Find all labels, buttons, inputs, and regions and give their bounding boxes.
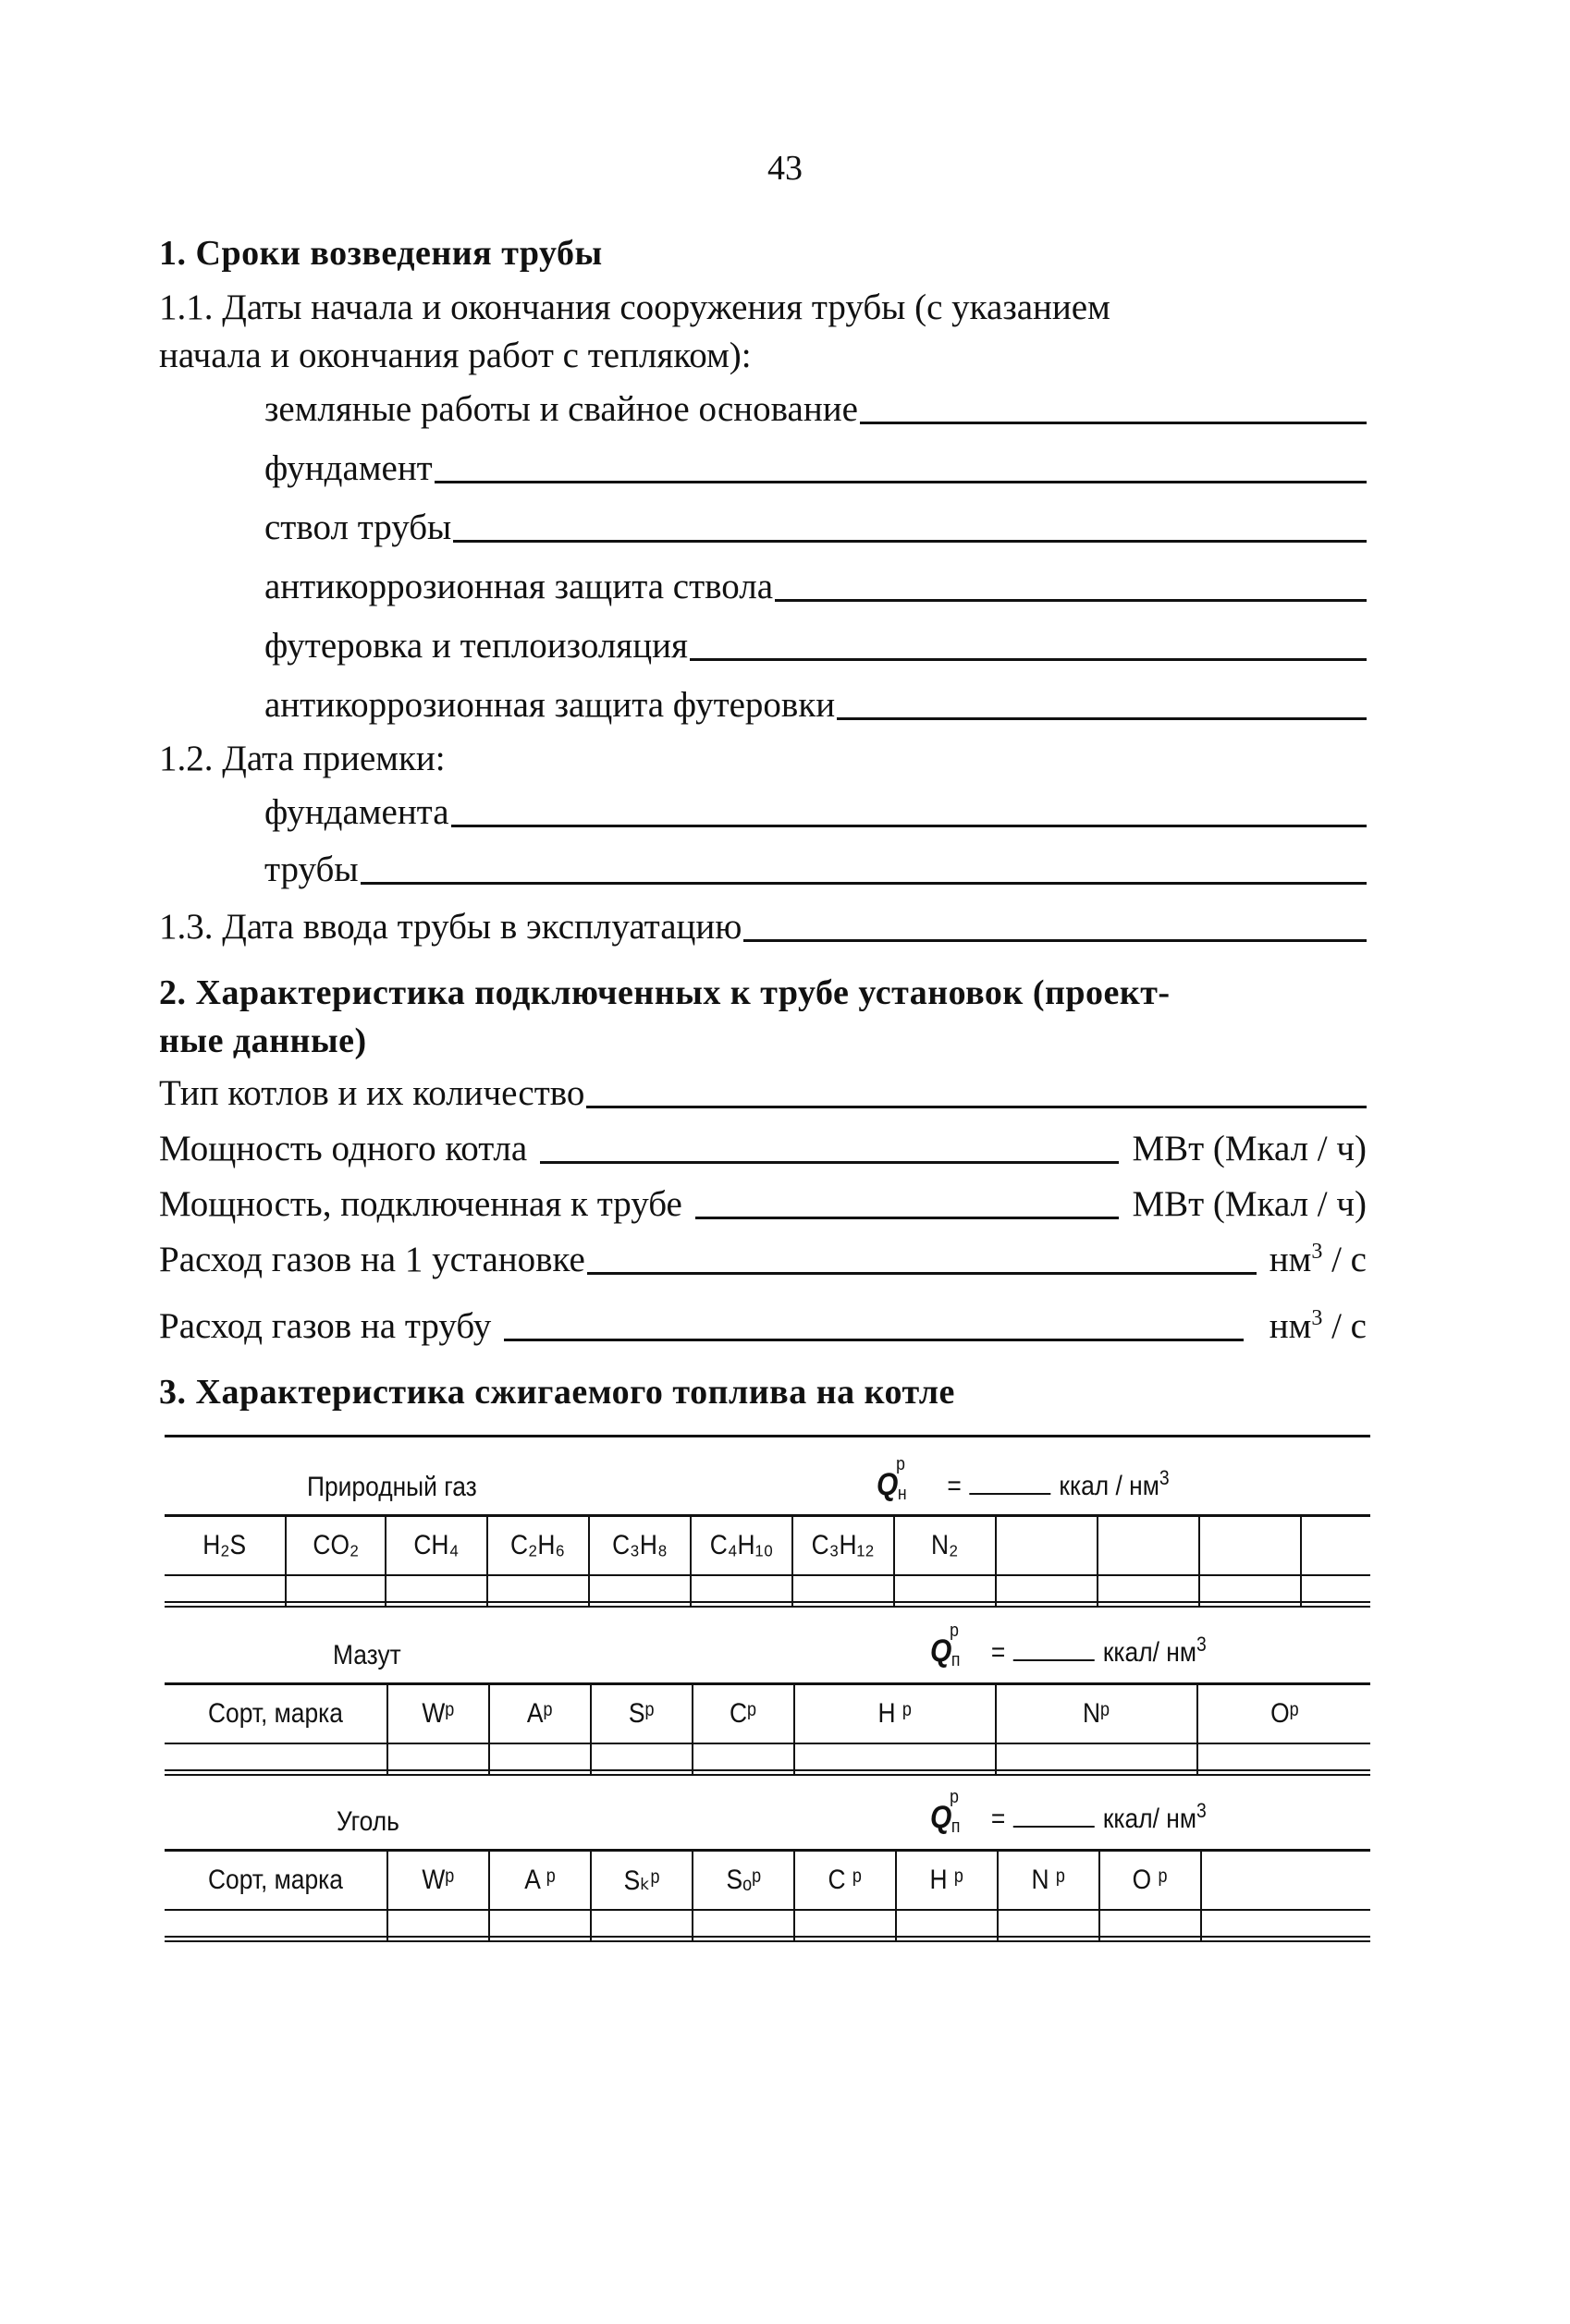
table-cell [1301,1516,1370,1576]
connected-power-row [159,1183,1367,1225]
table-cell: C₃H₈ [589,1516,691,1576]
table-cell: Сорт, марка [165,1684,387,1744]
fill-line[interactable] [586,1106,1367,1108]
gas-heat-value: Q р н = ккал / $нм^3$ [877,1454,1170,1504]
gas-flow-pipe-row [159,1305,1367,1347]
table-cell: C ᵖ [794,1851,896,1911]
acceptance-row [264,849,1367,890]
commissioning-row [159,906,1367,948]
table-cell: CO₂ [286,1516,386,1576]
mazut-label: Мазут [333,1640,401,1670]
item-1-1-line1: 1.1. Даты начала и окончания сооружения трубы (с указанием [159,287,1110,327]
work-item-label: земляные работы и свайное основание [264,389,858,429]
fill-line[interactable] [435,481,1367,483]
table-cell [1201,1851,1370,1911]
table-cell: Nᵖ [996,1684,1197,1744]
table-cell: C₃H₁₂ [792,1516,894,1576]
fill-line[interactable] [451,825,1367,827]
table-cell [1098,1516,1199,1576]
fill-line[interactable] [504,1339,1244,1341]
fill-line[interactable] [837,717,1367,720]
table-cell: Cᵖ [693,1684,794,1744]
work-item-row [264,566,1367,607]
row-unit: $нм^3$ / с [1269,1240,1367,1279]
work-item-label: ствол трубы [264,508,452,547]
fill-line[interactable] [540,1161,1119,1164]
fill-line[interactable] [695,1217,1120,1219]
fill-line[interactable] [775,599,1367,602]
table-cell: A ᵖ [489,1851,591,1911]
work-item-label: фундамент [264,448,433,488]
table-cell: C₄H₁₀ [691,1516,792,1576]
acceptance-label: фундамента [264,792,449,832]
mazut-composition-table [165,1682,1370,1776]
table-cell: Wᵖ [387,1851,489,1911]
table-cell: Сорт, марка [165,1851,387,1911]
page-number: 43 [767,149,803,188]
table-header-row [165,1516,1370,1576]
section3-title: 3. Характеристика сжигаемого топлива на котле [159,1373,955,1412]
work-item-label: антикоррозионная защита футеровки [264,685,836,725]
table-cell [996,1516,1098,1576]
row-label: Тип котлов и их количество [159,1073,585,1113]
table-cell: Sₒᵖ [693,1851,794,1911]
section2-title-line1: 2. Характеристика подключенных к трубе установок (проект- [159,973,1171,1012]
gas-composition-table [165,1514,1370,1608]
fill-line[interactable] [361,882,1367,885]
fill-line[interactable] [587,1272,1257,1275]
work-item-row [264,684,1367,726]
table-cell: CH₄ [386,1516,487,1576]
boiler-power-row [159,1128,1367,1169]
row-label: Расход газов на 1 установке [159,1240,585,1279]
divider [165,1435,1370,1437]
work-item-row [264,507,1367,548]
table-header-row [165,1684,1370,1744]
gas-label: Природный газ [307,1472,477,1502]
item-1-3-label: 1.3. Дата ввода трубы в эксплуатацию [159,907,742,947]
fill-line[interactable] [690,658,1367,661]
row-unit: МВт (Мкал / ч) [1132,1184,1367,1224]
divider [165,1769,1370,1771]
work-item-row [264,625,1367,667]
table-cell: H ᵖ [794,1684,996,1744]
table-cell: H₂S [165,1516,286,1576]
coal-heat-value: Q р п = ккал/ $нм^3$ [930,1787,1207,1837]
table-cell: Aᵖ [489,1684,591,1744]
divider [165,1936,1370,1938]
fill-line[interactable] [453,540,1367,543]
table-cell: C₂H₆ [487,1516,589,1576]
table-cell [1199,1516,1301,1576]
work-item-row [264,388,1367,430]
fill-line[interactable] [743,939,1367,942]
table-cell: Sₖᵖ [591,1851,693,1911]
row-label: Мощность, подключенная к трубе [159,1184,682,1224]
work-item-label: футеровка и теплоизоляция [264,626,688,666]
coal-heat-blank[interactable] [1013,1826,1095,1828]
item-1-2: 1.2. Дата приемки: [159,739,446,778]
section1-title: 1. Сроки возведения трубы [159,234,603,273]
row-label: Расход газов на трубу [159,1306,492,1346]
table-cell: N₂ [894,1516,996,1576]
row-unit: $нм^3$ / с [1269,1306,1367,1346]
mazut-heat-blank[interactable] [1013,1659,1095,1661]
table-cell: H ᵖ [896,1851,998,1911]
acceptance-row [264,791,1367,833]
coal-label: Уголь [337,1806,399,1837]
table-cell: Sᵖ [591,1684,693,1744]
gas-flow-unit-row [159,1239,1367,1280]
section2-title-line2: ные данные) [159,1021,367,1060]
mazut-heat-value: Q р п = ккал/ $нм^3$ [930,1621,1207,1670]
acceptance-label: трубы [264,850,359,889]
boiler-type-row [159,1072,1367,1114]
row-unit: МВт (Мкал / ч) [1132,1129,1367,1168]
table-cell: Wᵖ [387,1684,489,1744]
row-label: Мощность одного котла [159,1129,528,1168]
table-cell: Oᵖ [1197,1684,1370,1744]
work-item-row [264,447,1367,489]
table-header-row [165,1851,1370,1911]
fill-line[interactable] [860,422,1367,424]
coal-composition-table [165,1849,1370,1942]
gas-heat-blank[interactable] [970,1493,1051,1495]
item-1-1-line2: начала и окончания работ с тепляком): [159,336,752,375]
table-cell: O ᵖ [1099,1851,1201,1911]
work-item-label: антикоррозионная защита ствола [264,567,774,606]
table-cell: N ᵖ [998,1851,1099,1911]
divider [165,1601,1370,1603]
